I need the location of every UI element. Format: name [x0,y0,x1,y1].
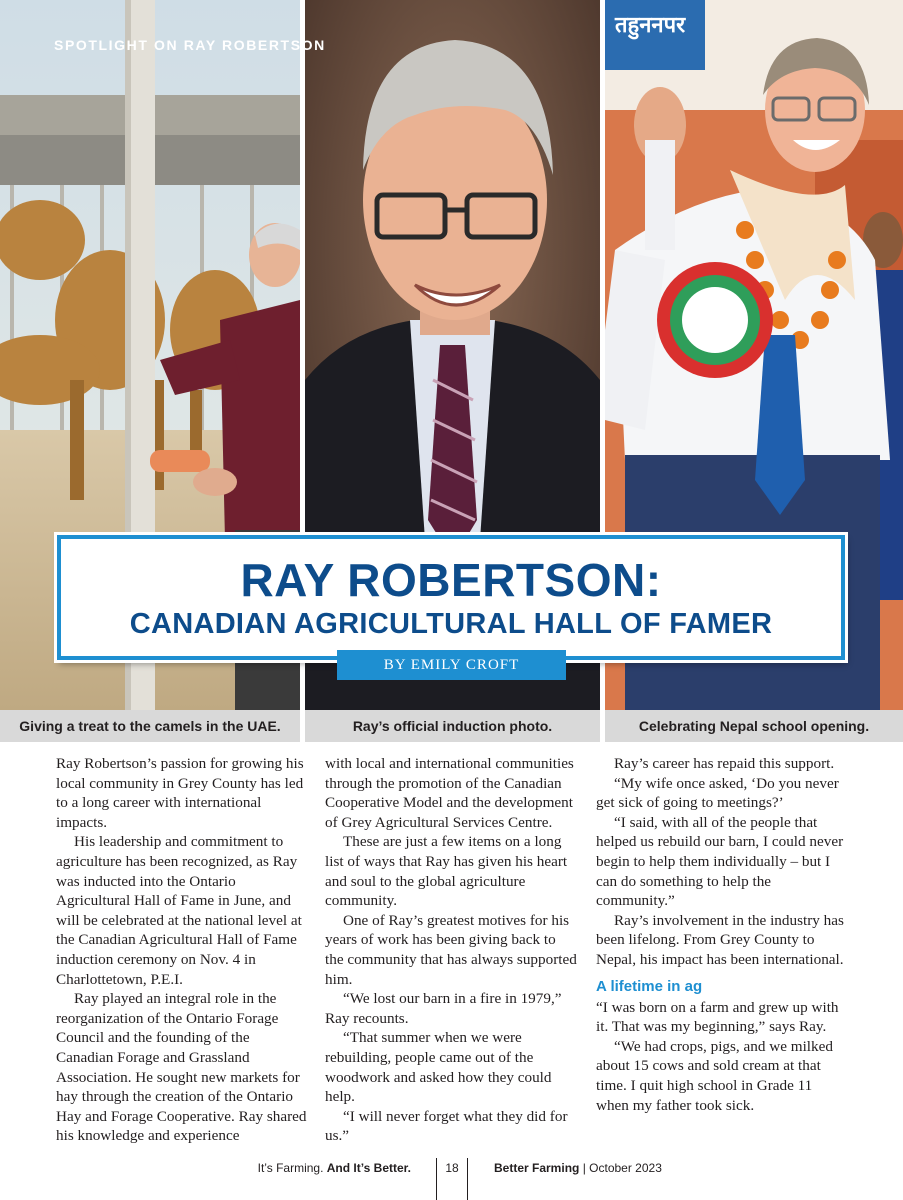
byline: BY EMILY CROFT [337,650,566,680]
paragraph: “I said, with all of the people that helped us rebuild our barn, I could never begin to help them individually – but I can do something to help the community.” [596,813,844,910]
caption-portrait: Ray’s official induction photo. [305,710,600,742]
caption-nepal: Celebrating Nepal school opening. [605,710,903,742]
article-column-1 [56,754,308,1146]
paragraph: “I was born on a farm and grew up with it. That was my beginning,” says Ray. [596,998,839,1036]
paragraph: Ray Robertson’s passion for growing his local community in Grey County has led to a long career with international impacts. [56,755,304,831]
nepal-sign-text: तहुननपर [615,13,686,38]
section-label: SPOTLIGHT ON RAY ROBERTSON [54,37,326,53]
tagline-plain: It’s Farming. [257,1161,324,1175]
footer-tagline [0,1158,411,1200]
issue-date: October 2023 [589,1161,662,1175]
paragraph: Ray’s involvement in the industry has been lifelong. From Grey County to Nepal, his impact has been international. [596,911,844,968]
paragraph: His leadership and commitment to agriculture has been recognized, as Ray was inducted into the Ontario Agricultural Hall of Fame in June, and will be celebrated at the national level at the Canadian Agricultural Hall of Fame induction ceremony on Nov. 4 in Charlottetown, P.E.I. [56,833,302,988]
article-column-3 [596,754,848,1115]
footer-separator: | [582,1161,590,1175]
article-title: RAY ROBERTSON: [240,554,662,606]
paragraph: “We lost our barn in a fire in 1979,” Ray recounts. [325,990,562,1027]
article-subtitle: CANADIAN AGRICULTURAL HALL OF FAMER [129,608,773,640]
caption-camels: Giving a treat to the camels in the UAE. [0,710,300,742]
subheading: A lifetime in ag [596,977,703,995]
paragraph: These are just a few items on a long list of ways that Ray has given his heart and soul to the global agriculture community. [325,833,568,910]
title-box [57,535,845,660]
paragraph: “We had crops, pigs, and we milked about 15 cows and sold cream at that time. I quit high school in Grade 11 when my father took sick. [596,1037,833,1114]
paragraph: “My wife once asked, ‘Do you never get sick of going to meetings?’ [596,774,839,812]
paragraph: “That summer when we were rebuilding, people came out of the woodwork and asked how they could help. [325,1029,552,1106]
page-number: 18 [445,1161,459,1175]
paragraph: Ray played an integral role in the reorganization of the Ontario Forage Council and the founding of the Canadian Forage and Grassland Association. He sought new markets for hay through the creation of the Ontario Hay and Forage Cooperative. Ray shared his knowledge and experience [56,990,307,1145]
tagline-bold: And It’s Better. [326,1161,411,1175]
paragraph: Ray’s career has repaid this support. [614,755,835,772]
article-column-2 [325,754,577,1146]
footer-divider [467,1158,468,1200]
paragraph: One of Ray’s greatest motives for his years of work has been giving back to the community that has always supported him. [325,911,577,988]
paragraph: with local and international communities through the promotion of the Canadian Cooperative Model and the development of Grey Agricultural Services Centre. [325,755,574,831]
footer-masthead [494,1158,794,1200]
paragraph: “I will never forget what they did for us.” [325,1107,568,1145]
magazine-name: Better Farming [494,1161,580,1175]
